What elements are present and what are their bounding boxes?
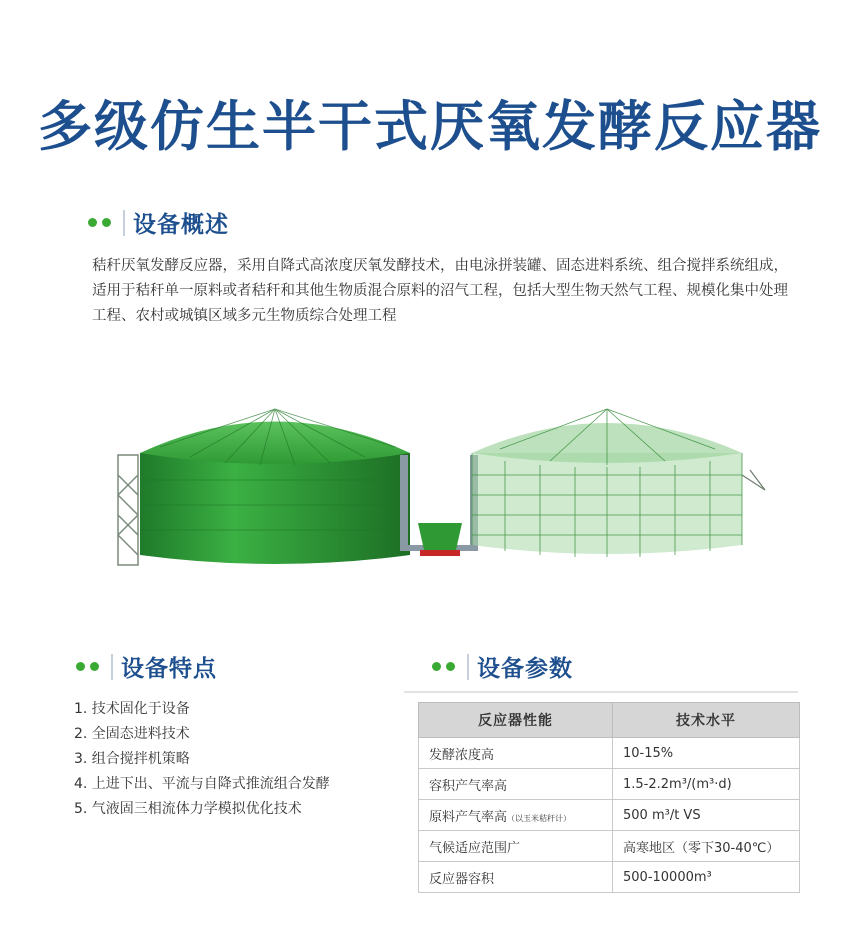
overview-heading-text: 设备概述 — [133, 212, 229, 238]
reactor-illustration — [100, 395, 770, 575]
table-header-cell: 技术水平 — [613, 703, 800, 738]
features-list — [74, 697, 330, 822]
page-title: 多级仿生半干式厌氧发酵反应器 — [38, 95, 822, 158]
table-cell — [419, 831, 613, 862]
table-cell: 10-15% — [613, 738, 800, 769]
list-item: 1. 技术固化于设备 — [74, 701, 190, 717]
overview-text: 秸秆厌氧发酵反应器，采用自降式高浓度厌氧发酵技术，由电泳拼装罐、固态进料系统、组合搅拌系统组成，适用于秸秆单一原料或者秸秆和其他生物质混合原料的沼气工程，包括大型生物天然气工程、规模化集中处理工程、农村或城镇区域多元生物质综合处理工程 — [92, 258, 788, 324]
table-row — [419, 831, 800, 862]
list-item: 3. 组合搅拌机策略 — [74, 751, 190, 767]
table-row — [419, 862, 800, 893]
bullet-dots-icon — [88, 218, 111, 227]
table-row — [419, 769, 800, 800]
table-cell — [419, 769, 613, 800]
overview-heading — [88, 206, 229, 239]
table-header-cell: 反应器性能 — [419, 703, 613, 738]
features-heading — [76, 650, 217, 683]
table-cell: 高寒地区（零下30-40℃） — [613, 831, 800, 862]
heading-divider — [111, 654, 113, 680]
table-cell — [419, 800, 613, 831]
features-heading-text: 设备特点 — [121, 656, 217, 682]
table-cell: 1.5-2.2m³/(m³·d) — [613, 769, 800, 800]
table-cell — [419, 738, 613, 769]
bullet-dots-icon — [76, 662, 99, 671]
param-note: （以玉米秸秆计） — [507, 813, 572, 823]
table-row — [419, 800, 800, 831]
table-cell: 500 m³/t VS — [613, 800, 800, 831]
stair-tower-icon — [118, 455, 138, 565]
table-cell — [419, 862, 613, 893]
params-heading — [432, 650, 573, 683]
param-label: 发酵浓度高 — [429, 747, 495, 763]
bullet-dots-icon — [432, 662, 455, 671]
heading-divider — [467, 654, 469, 680]
list-item: 2. 全固态进料技术 — [74, 726, 190, 742]
list-item: 5. 气液固三相流体力学模拟优化技术 — [74, 801, 302, 817]
param-label: 容积产气率高 — [429, 778, 508, 794]
divider — [404, 691, 798, 693]
heading-divider — [123, 210, 125, 236]
param-label: 原料产气率高 — [429, 809, 508, 825]
table-header-row — [419, 703, 800, 738]
list-item: 4. 上进下出、平流与自降式推流组合发酵 — [74, 776, 330, 792]
reactor-tank-wireframe — [472, 409, 765, 557]
param-label: 气候适应范围广 — [429, 840, 521, 856]
table-row — [419, 738, 800, 769]
params-table — [418, 702, 800, 893]
reactor-tank-solid — [140, 409, 410, 564]
table-cell: 500-10000m³ — [613, 862, 800, 893]
params-heading-text: 设备参数 — [477, 656, 573, 682]
feeder-system-icon — [400, 455, 478, 556]
param-label: 反应器容积 — [429, 871, 495, 887]
